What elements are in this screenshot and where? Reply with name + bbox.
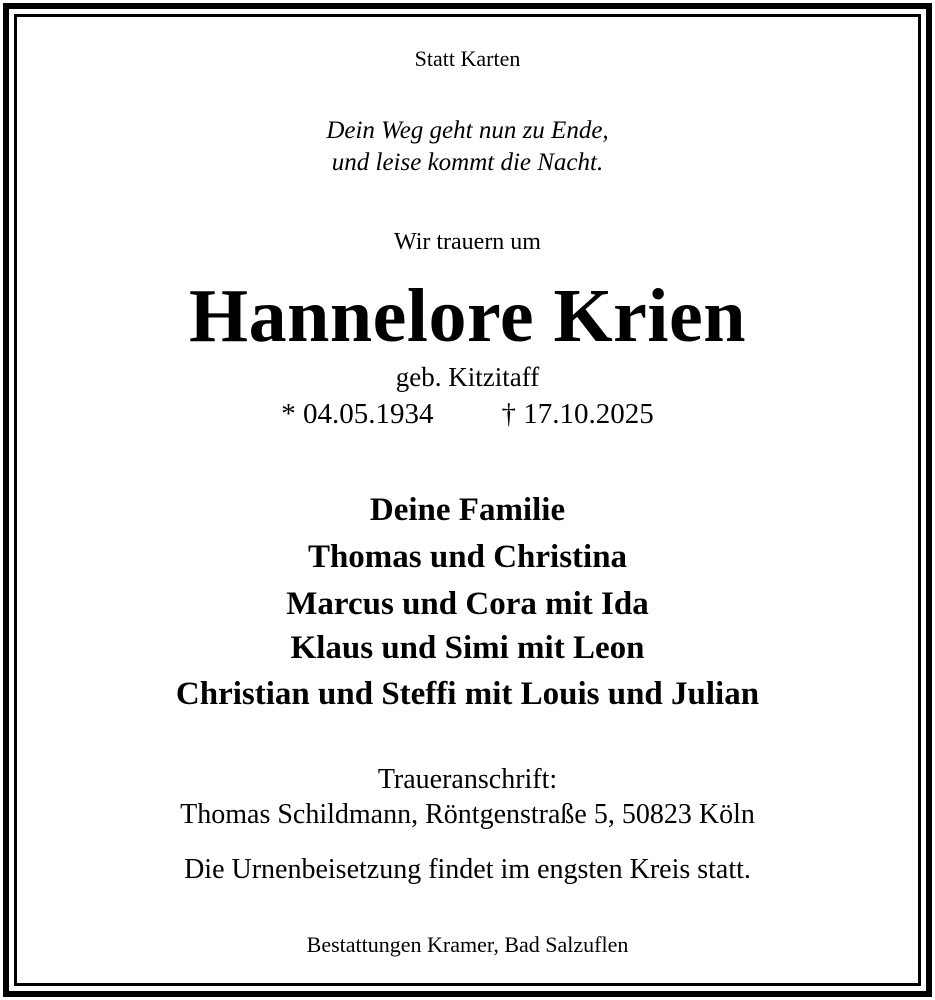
mourner-line: Christian und Steffi mit Louis und Julian — [175, 676, 760, 712]
mourner-line: Klaus und Simi mit Leon — [290, 630, 645, 666]
life-dates — [0, 400, 935, 429]
mourning-address: Thomas Schildmann, Röntgenstraße 5, 50823 Köln — [180, 799, 755, 830]
verse-line-2: und leise kommt die Nacht. — [331, 149, 604, 176]
verse-line-1: Dein Weg geht nun zu Ende, — [326, 117, 609, 144]
address-label: Traueranschrift: — [377, 764, 558, 795]
undertaker: Bestattungen Kramer, Bad Salzuflen — [306, 932, 629, 957]
death-date: † 17.10.2025 — [501, 398, 654, 430]
mourning-intro: Wir trauern um — [394, 229, 541, 255]
birth-date: * 04.05.1934 — [281, 398, 434, 430]
burial-notice: Die Urnenbeisetzung findet im engsten Kreis statt. — [184, 854, 751, 885]
header-note: Statt Karten — [414, 46, 521, 71]
mourner-line: Deine Familie — [369, 492, 566, 528]
mourner-line: Marcus und Cora mit Ida — [286, 586, 649, 622]
deceased-name: Hannelore Krien — [188, 274, 747, 358]
mourner-line: Thomas und Christina — [307, 539, 628, 575]
maiden-name: geb. Kitzitaff — [395, 362, 540, 392]
